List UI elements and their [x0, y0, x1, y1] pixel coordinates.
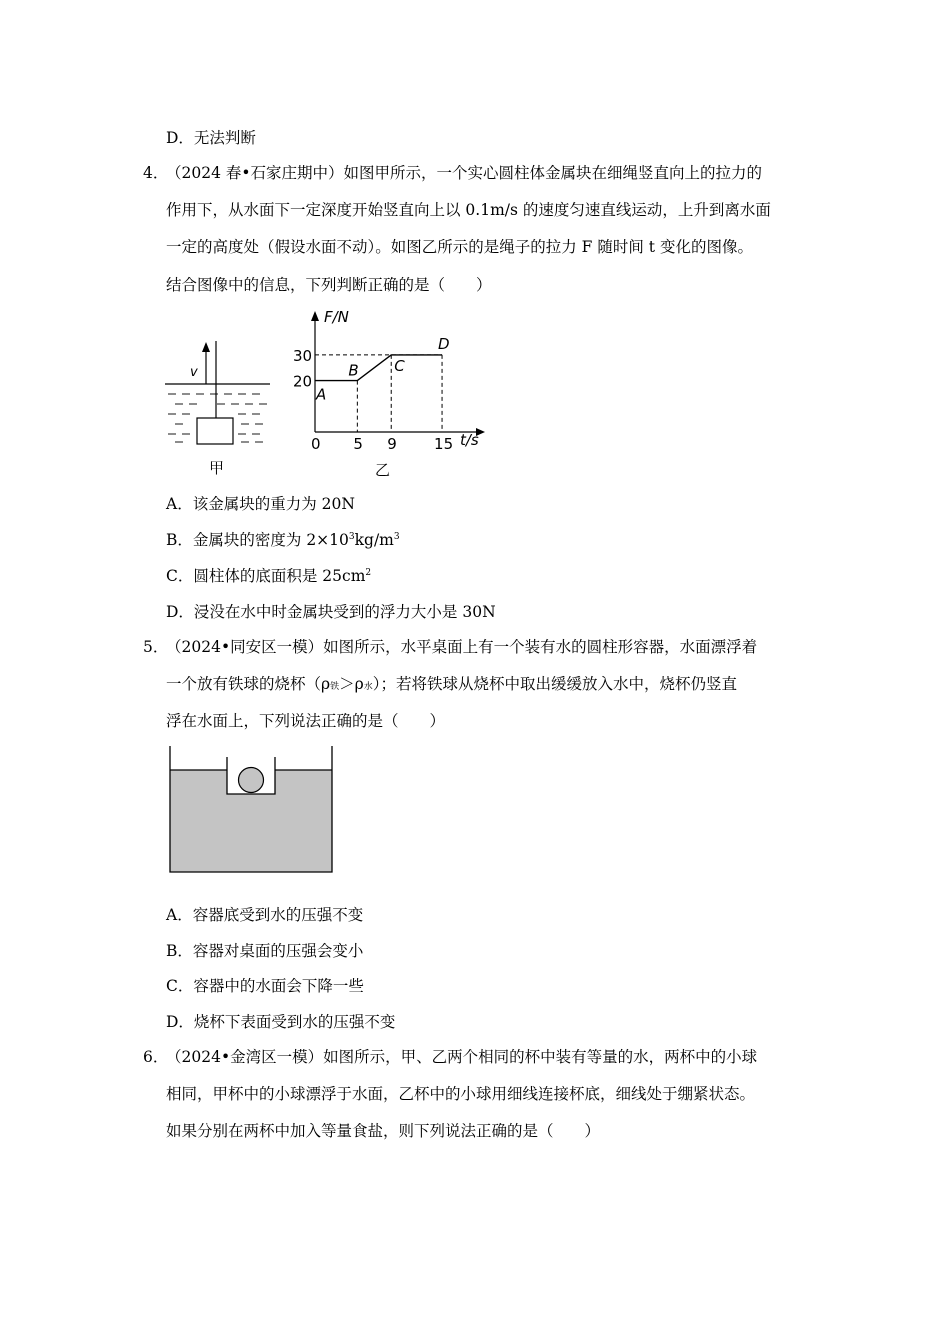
figure-jia-caption: 甲 — [209, 459, 225, 477]
y-tick-label-20: 20 — [293, 372, 313, 391]
q5-stem-line-3: 浮在水面上，下列说法正确的是（ ） — [166, 712, 446, 730]
x-tick-label-9: 9 — [387, 435, 397, 453]
q4-option-d: D．浸没在水中时金属块受到的浮力大小是 30N — [166, 603, 496, 621]
q5-option-d: D．烧杯下表面受到水的压强不变 — [166, 1013, 396, 1031]
y-tick-label-30: 30 — [293, 346, 313, 365]
q5-option-a: A．容器底受到水的压强不变 — [166, 906, 364, 924]
q4-stem-line-2: 作用下，从水面下一定深度开始竖直向上以 0.1m/s 的速度匀速直线运动，上升到离水面 — [166, 201, 771, 219]
q4-figure-yi-chart — [285, 305, 495, 480]
x-axis-label: t/s — [460, 431, 479, 449]
q4-option-c: C．圆柱体的底面积是 $25cm^2$ — [166, 567, 372, 585]
figure-yi-caption: 乙 — [375, 461, 391, 479]
y-axis-label: F/N — [324, 308, 349, 326]
point-label-A: A — [316, 385, 327, 404]
q6-stem-line-1: （2024•金湾区一模）如图所示，甲、乙两个相同的杯中装有等量的水，两杯中的小球 — [166, 1048, 758, 1066]
iron-ball — [239, 768, 264, 793]
q4-number: 4． — [143, 164, 169, 182]
y-axis-arrow — [311, 311, 319, 321]
q5-option-c: C．容器中的水面会下降一些 — [166, 977, 364, 995]
point-label-D: D — [438, 334, 450, 353]
q3-option-d: D．无法判断 — [166, 129, 256, 147]
q4-option-b: B．金属块的密度为 $2\times 10^3kg/m^3$ — [166, 531, 400, 549]
q5-option-b: B．容器对桌面的压强会变小 — [166, 942, 364, 960]
x-tick-label-0: 0 — [311, 435, 321, 453]
x-tick-label-15: 15 — [434, 435, 454, 453]
q5-stem-line-2: 一个放有铁球的烧杯（ρ铁＞ρ水）；若将铁球从烧杯中取出缓缓放入水中，烧杯仍竖直 — [166, 675, 738, 693]
q6-stem-line-2: 相同，甲杯中的小球漂浮于水面，乙杯中的小球用细线连接杯底，细线处于绷紧状态。 — [166, 1085, 756, 1103]
q4-stem-line-1: （2024 春•石家庄期中）如图甲所示，一个实心圆柱体金属块在细绳竖直向上的拉力的 — [166, 164, 763, 182]
q4-stem-line-3: 一定的高度处（假设水面不动）。如图乙所示的是绳子的拉力 F 随时间 t 变化的图像。 — [166, 238, 753, 256]
q4-stem-line-4: 结合图像中的信息，下列判断正确的是（ ） — [166, 276, 492, 294]
q5-number: 5． — [143, 638, 169, 656]
q4-option-a: A．该金属块的重力为 20N — [166, 495, 355, 513]
q6-number: 6． — [143, 1048, 169, 1066]
point-label-C: C — [394, 356, 405, 375]
q5-container-figure — [165, 743, 337, 877]
q5-stem-line-1: （2024•同安区一模）如图所示，水平桌面上有一个装有水的圆柱形容器，水面漂浮着 — [166, 638, 758, 656]
point-label-B: B — [348, 361, 359, 380]
q4-figure-jia — [160, 336, 275, 481]
x-tick-label-5: 5 — [353, 435, 363, 453]
force-time-line — [315, 355, 442, 381]
velocity-label: v — [190, 365, 198, 380]
q6-stem-line-3: 如果分别在两杯中加入等量食盐，则下列说法正确的是（ ） — [166, 1122, 601, 1140]
